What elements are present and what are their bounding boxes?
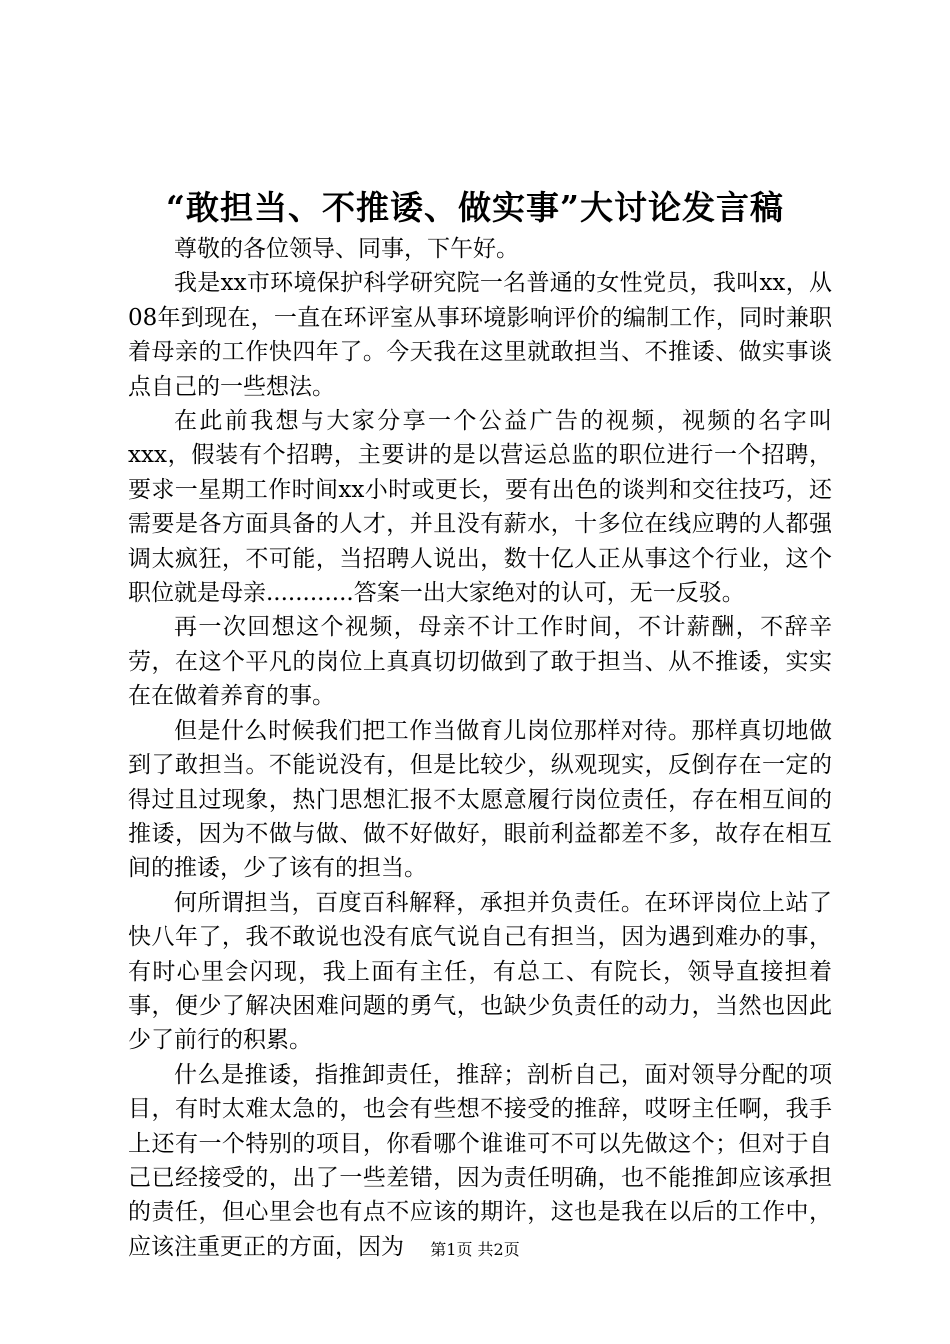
paragraph-video-story: 在此前我想与大家分享一个公益广告的视频，视频的名字叫xxx，假装有个招聘，主要讲的是以营运总监的职位进行一个招聘，要求一星期工作时间xx小时或更长，要有出色的谈判和交往技巧，还需要是各方面具备的人才，并且没有薪水，十多位在线应聘的人都强调太疯狂，不可能，当招聘人说出，数十亿人正从事这个行业，这个职位就是母亲............答案一出大家绝对的认可，无一反驳。 <box>128 408 832 607</box>
paragraph-introduction: 我是xx市环境保护科学研究院一名普通的女性党员，我叫xx，从08年到现在，一直在环评室从事环境影响评价的编制工作，同时兼职着母亲的工作快四年了。今天我在这里就敢担当、不推诿、做实事谈点自己的一些想法。 <box>128 270 832 400</box>
page-number-footer: 第1页 共2页 <box>430 1240 520 1259</box>
paragraph-work-attitude: 但是什么时候我们把工作当做育儿岗位那样对待。那样真切地做到了敢担当。不能说没有，但是比较少，纵观现实，反倒存在一定的得过且过现象，热门思想汇报不太愿意履行岗位责任，存在相互间的推诿，因为不做与做、做不好做好，眼前利益都差不多，故存在相互间的推诿，少了该有的担当。 <box>128 717 832 882</box>
paragraph-responsibility: 何所谓担当，百度百科解释，承担并负责任。在环评岗位上站了快八年了，我不敢说也没有底气说自己有担当，因为遇到难办的事，有时心里会闪现，我上面有主任，有总工、有院长，领导直接担着事，便少了解决困难问题的勇气，也缺少负责任的动力，当然也因此少了前行的积累。 <box>128 889 832 1054</box>
paragraph-shirking: 什么是推诿，指推卸责任，推辞；剖析自己，面对领导分配的项目，有时太难太急的，也会有些想不接受的推辞，哎呀主任啊，我手上还有一个特别的项目，你看哪个谁谁可不可以先做这个；但对于自己已经接受的，出了一些差错，因为责任明确，也不能推卸应该承担的责任，但心里会也有点不应该的期许，这也是我在以后的工作中，应该注重更正的方面，因为 <box>128 1061 832 1260</box>
document-body <box>128 232 832 1264</box>
paragraph-reflection: 再一次回想这个视频，母亲不计工作时间，不计薪酬，不辞辛劳，在这个平凡的岗位上真真切切做到了敢于担当、从不推诿，实实在在做着养育的事。 <box>128 614 832 710</box>
paragraph-greeting: 尊敬的各位领导、同事，下午好。 <box>174 236 519 262</box>
document-title: “敢担当、不推诿、做实事”大讨论发言稿 <box>166 188 784 227</box>
